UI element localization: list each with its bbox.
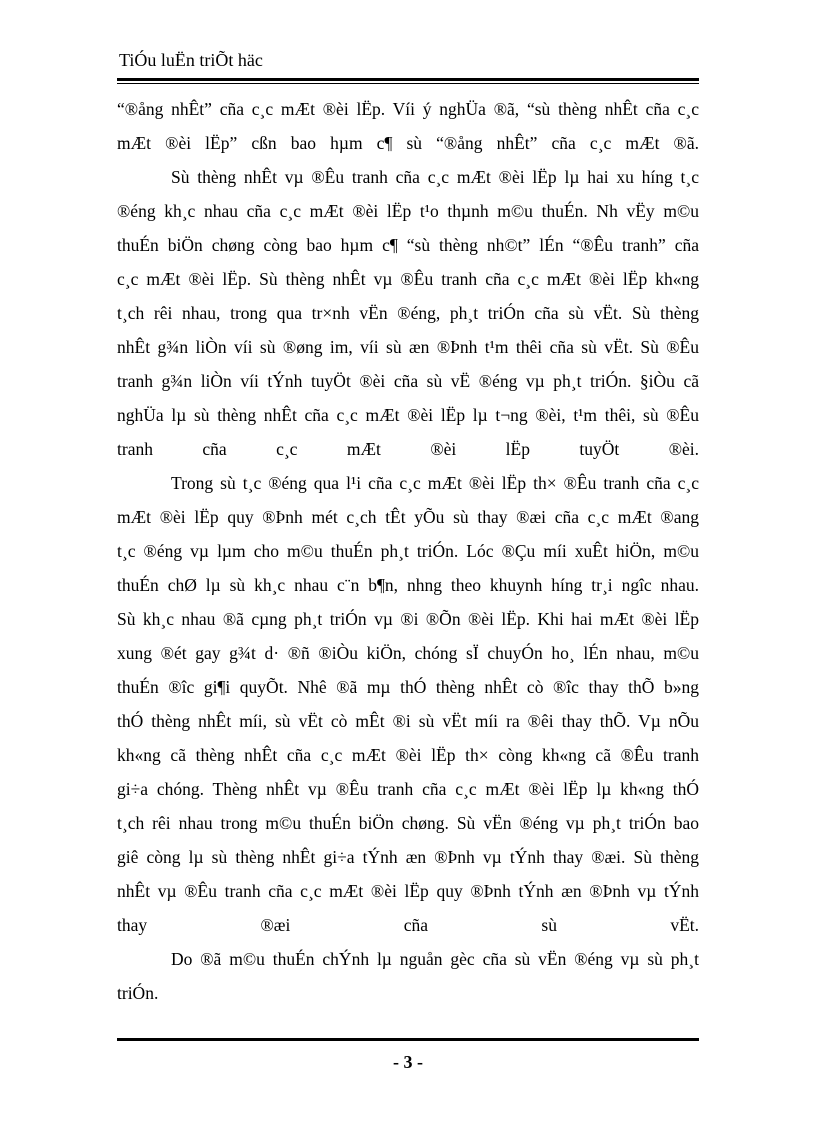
paragraph-4 — [117, 942, 699, 1010]
text-line: c¸c mÆt ®èi lËp. Sù thèng nhÊt vµ ®Êu tranh cña c¸c mÆt ®èi lËp kh«ng — [117, 269, 699, 289]
document-body — [117, 92, 699, 1010]
text-line: Do ®ã m©u thuÉn chÝnh lµ nguån gèc cña sù vËn ®éng vµ sù ph¸t — [171, 949, 699, 969]
text-line: thay ®æi cña sù vËt. — [117, 915, 699, 935]
page-number: - 3 - — [393, 1052, 423, 1072]
paragraph-1 — [117, 92, 699, 160]
text-line: nhÊt g¾n liÒn víi sù ®øng im, víi sù æn ®Þnh t¹m thêi cña sù vËt. Sù ®Êu — [117, 337, 699, 357]
text-line: giê còng lµ sù thèng nhÊt gi÷a tÝnh æn ®Þnh vµ tÝnh thay ®æi. Sù thèng — [117, 847, 699, 867]
header-rule — [117, 78, 699, 81]
text-line: triÓn. — [117, 983, 159, 1003]
text-line: ®éng kh¸c nhau cña c¸c mÆt ®èi lËp t¹o thµnh m©u thuÉn. Nh vËy m©u — [117, 201, 699, 221]
text-line: tranh g¾n liÒn víi tÝnh tuyÖt ®èi cña sù vË ®éng vµ ph¸t triÓn. §iÒu cã — [117, 371, 699, 391]
paragraph-2 — [117, 160, 699, 466]
header-rule-thin — [117, 83, 699, 84]
text-line: thuÉn ®îc gi¶i quyÕt. Nhê ®ã mµ thÓ thèng nhÊt cò ®îc thay thÕ b»ng — [117, 677, 699, 697]
text-line: thuÉn chØ lµ sù kh¸c nhau c¨n b¶n, nhng theo khuynh híng tr¸i ngîc nhau. — [117, 575, 699, 595]
text-line: mÆt ®èi lËp” cßn bao hµm c¶ sù “®ång nhÊt” cña c¸c mÆt ®ã. — [117, 133, 699, 153]
text-line: tranh cña c¸c mÆt ®èi lËp tuyÖt ®èi. — [117, 439, 699, 459]
paragraph-3 — [117, 466, 699, 942]
text-line: “®ång nhÊt” cña c¸c mÆt ®èi lËp. Víi ý nghÜa ®ã, “sù thèng nhÊt cña c¸c — [117, 99, 699, 119]
text-line: kh«ng cã thèng nhÊt cña c¸c mÆt ®èi lËp th× còng kh«ng cã ®Êu tranh — [117, 745, 699, 765]
text-line: xung ®ét gay g¾t d· ®ñ ®iÒu kiÖn, chóng sÏ chuyÓn ho¸ lÉn nhau, m©u — [117, 643, 699, 663]
text-line: t¸ch rêi nhau, trong qua tr×nh vËn ®éng, ph¸t triÓn cña sù vËt. Sù thèng — [117, 303, 699, 323]
text-line: mÆt ®èi lËp quy ®Þnh mét c¸ch tÊt yÕu sù thay ®æi cña c¸c mÆt ®ang — [117, 507, 699, 527]
text-line: nghÜa lµ sù thèng nhÊt cña c¸c mÆt ®èi lËp lµ t¬ng ®èi, t¹m thêi, sù ®Êu — [117, 405, 699, 425]
text-line: t¸ch rêi nhau trong m©u thuÉn biÖn chøng. Sù vËn ®éng vµ ph¸t triÓn bao — [117, 813, 699, 833]
text-line: thÓ thèng nhÊt míi, sù vËt cò mÊt ®i sù vËt míi ra ®êi thay thÕ. Vµ nÕu — [117, 711, 699, 731]
text-line: gi÷a chóng. Thèng nhÊt vµ ®Êu tranh cña c¸c mÆt ®èi lËp lµ kh«ng thÓ — [117, 779, 699, 799]
text-line: Trong sù t¸c ®éng qua l¹i cña c¸c mÆt ®èi lËp th× ®Êu tranh cña c¸c — [171, 473, 699, 493]
text-line: t¸c ®éng vµ lµm cho m©u thuÉn ph¸t triÓn. Lóc ®Çu míi xuÊt hiÖn, m©u — [117, 541, 699, 561]
text-line: nhÊt vµ ®Êu tranh cña c¸c mÆt ®èi lËp quy ®Þnh tÝnh æn ®Þnh vµ tÝnh — [117, 881, 699, 901]
text-line: Sù kh¸c nhau ®ã cµng ph¸t triÓn vµ ®i ®Õn ®èi lËp. Khi hai mÆt ®èi lËp — [117, 609, 699, 629]
text-line: Sù thèng nhÊt vµ ®Êu tranh cña c¸c mÆt ®èi lËp lµ hai xu híng t¸c — [171, 167, 699, 187]
footer-rule — [117, 1038, 699, 1041]
header-title: TiÓu luËn triÕt häc — [119, 50, 263, 70]
text-line: thuÉn biÖn chøng còng bao hµm c¶ “sù thèng nh©t” lÉn “®Êu tranh” cña — [117, 235, 699, 255]
page-header — [117, 48, 699, 72]
